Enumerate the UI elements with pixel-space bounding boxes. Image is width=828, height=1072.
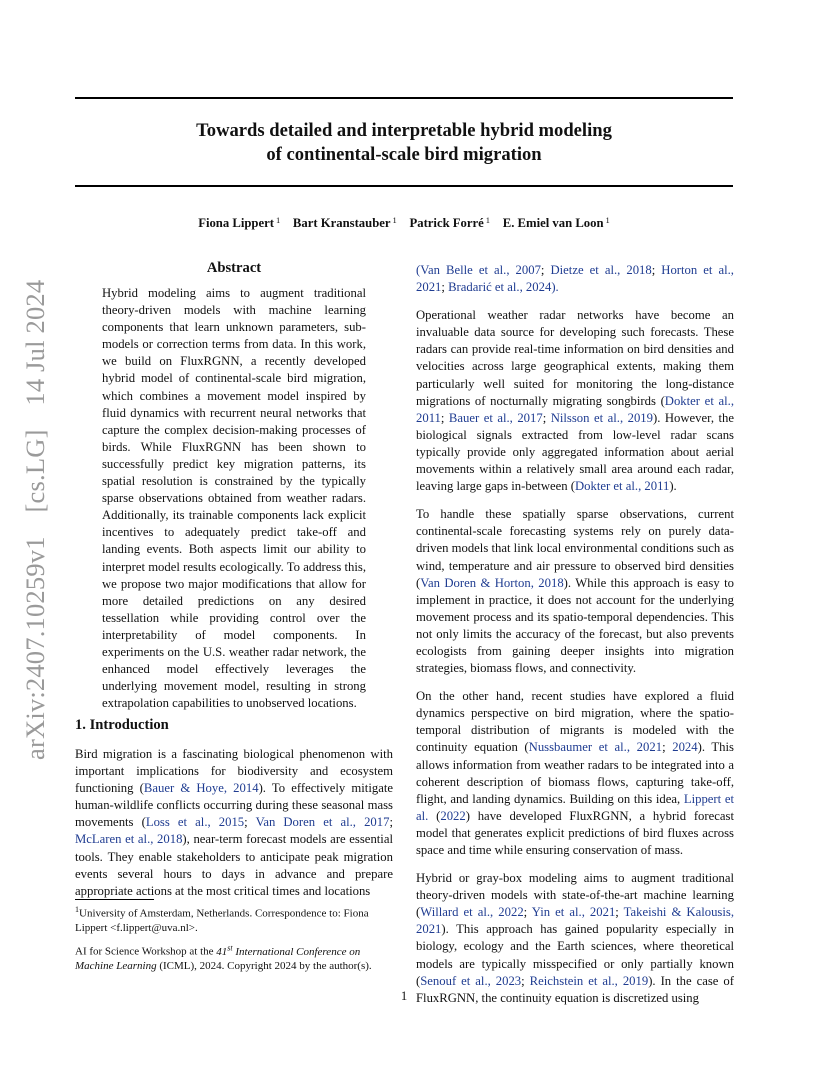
citation-link[interactable]: Reichstein et al., 2019 [529,973,649,988]
author-affiliation-mark: 1 [275,215,281,225]
sparse-observations-paragraph: To handle these spatially sparse observations, current continental-scale forecasting systems rely on purely data-driven models that link local environmental conditions such as wind, temperature and air pressure to observed bird densities (Van Doren & Horton, 2018). While this approach is easy to implement in practice, it does not account for the underlying movement process and its spatio-temporal dependencies. This not only limits the accuracy of the forecast, but also prevents ecologists from gaining deeper insights into migration strategies, biomass flows, and connectivity. [416,507,734,676]
citation-link[interactable]: Bradarić et al., 2024 [448,280,552,295]
citation-link[interactable]: Bauer et al., 2017 [448,410,543,425]
author-affiliation-mark: 1 [605,215,610,225]
workshop-notice: AI for Science Workshop at the 41st International Conference on Machine Learning (ICML), 2024. Copyright 2024 by the author(s). [75,943,372,972]
citation-link[interactable]: Nussbaumer et al., 2021 [528,740,663,755]
footnote-rule [75,899,154,900]
abstract-block [102,285,366,712]
citation-link[interactable]: Dokter et al., 2011 [575,479,670,494]
title-line-2: of continental-scale bird migration [266,144,542,165]
citation-link[interactable]: Senouf et al., 2023 [420,973,522,988]
citation-link[interactable]: Bauer & Hoye, 2014 [143,781,259,796]
citation-link[interactable]: Loss et al., 2015 [145,815,245,830]
page-number: 1 [400,989,408,1003]
citation-link[interactable]: Dietze et al., 2018 [550,263,652,277]
citation-link[interactable]: Van Doren et al., 2017 [255,815,390,830]
citation-link[interactable]: Dokter et al., 2011 [416,393,734,425]
author-name: E. Emiel van Loon [502,216,604,230]
paper-title [75,119,733,167]
introduction-heading: 1. Introduction [75,717,169,733]
abstract-text: Hybrid modeling aims to augment traditional theory-driven models with machine learning components that learn unknown parameters, sub-models or correction terms from data. In this work, we build on FluxRGNN, a recently developed hybrid model of continental-scale bird migration, which combines a movement model inspired by fluid dynamics with recurrent neural networks that capture the complex decision-making processes of birds. While FluxRGNN has been shown to successfully predict key migration patterns, its spatial resolution is constrained by the typically sparse observations obtained from weather radars. Additionally, its trainable components lack explicit incentives to adequately predict take-off and landing events. Both aspects limit our ability to interpret model results ecologically. To address this, we propose two major modifications that allow for more detailed predictions on any desired tessellation while providing control over the interpretability of model components. In experiments on the U.S. weather radar network, the enhanced model effectively leverages the underlying movement model, resulting in strong extrapolation capabilities to unobserved locations. [102,286,366,711]
fluid-dynamics-paragraph: On the other hand, recent studies have explored a fluid dynamics perspective on bird migration, where the spatio-temporal distribution of migrants is modeled with the continuity equation (Nussbaumer et al., 2021; 2024). This allows information from weather radars to be integrated into a coherent description of biomass flows, capturing take-off, flight, and landing dynamics. Building on this idea, Lippert et al. (2022) have developed FluxRGNN, a hybrid forecast model that generates explicit predictions of bird fluxes across space and time while ensuring conservation of mass. [416,689,734,857]
citation-link[interactable]: 2024 [672,740,698,755]
citation-link[interactable]: Van Doren & Horton, 2018 [420,575,564,590]
author-name: Fiona Lippert [198,216,274,230]
footnote-mark: 1 [75,905,79,914]
citation-link[interactable]: Lippert et al. [416,791,734,823]
author-name: Bart Kranstauber [292,216,391,230]
citation-link[interactable]: Willard et al., 2022 [420,905,524,920]
arxiv-date: 14 Jul 2024 [20,279,50,406]
author-name: Patrick Forré [409,216,484,230]
footnote-text: University of Amsterdam, Netherlands. Correspondence to: Fiona Lippert <f.lippert@uva.nl>. [75,907,369,934]
citation-link[interactable]: Horton et al., 2021 [416,263,734,295]
citation-link[interactable]: Takeishi & Kalousis, 2021 [416,905,735,937]
citation-link[interactable]: McLaren et al., 2018 [75,832,183,847]
radar-paragraph: Operational weather radar networks have become an invaluable data source for developing such forecasts. These radars can provide real-time information on bird densities and velocities across large geographical extents, making them particularly well suited for monitoring the long-distance migrations of nocturnally migrating songbirds (Dokter et al., 2011; Bauer et al., 2017; Nilsson et al., 2019). However, the biological signals extracted from low-level radar scans typically provide only aggregated information about aerial movements within a relatively small area around each radar, leaving large gaps in-between (Dokter et al., 2011). [416,308,735,494]
title-line-1: Towards detailed and interpretable hybrid modeling [196,120,612,141]
continued-citations: (Van Belle et al., 2007; Dietze et al., 2018; Horton et al., 2021; Bradarić et al., 2024). [416,263,734,295]
abstract-heading: Abstract [206,260,262,276]
title-top-rule [75,97,733,99]
intro-paragraph: Bird migration is a fascinating biological phenomenon with important implications for biodiversity and ecosystem functioning (Bauer & Hoye, 2014). To effectively mitigate human-wildlife conflicts occurring during these seasonal mass movements (Loss et al., 2015; Van Doren et al., 2017; McLaren et al., 2018), near-term forecast models are essential tools. They enable stakeholders to anticipate peak migration events several hours to days in advance and prepare appropriate actions at the most critical times and locations [75,747,393,898]
author-affiliation-mark: 1 [485,215,491,225]
introduction-left-column [75,746,393,900]
citation-link[interactable]: Yin et al., 2021 [531,905,616,920]
title-bottom-rule [75,185,733,187]
citation-link[interactable]: Van Belle et al., 2007 [420,263,541,277]
right-column [416,262,734,1007]
author-affiliation-mark: 1 [392,215,397,225]
citation-link[interactable]: 2022 [440,808,466,823]
arxiv-stamp [20,263,51,760]
affiliation-footnote [75,903,393,935]
arxiv-id: arXiv:2407.10259v1 [20,536,50,760]
arxiv-category: [cs.LG] [20,429,50,513]
hybrid-modeling-paragraph: Hybrid or gray-box modeling aims to augment traditional theory-driven models with state-of-the-art machine learning (Willard et al., 2022; Yin et al., 2021; Takeishi & Kalousis, 2021). This approach has gained popularity especially in biology, ecology and the Earth sciences, where theoretical models are typically misspecified or only partially known (Senouf et al., 2023; Reichstein et al., 2019). In the case of FluxRGNN, the continuity equation is discretized using [416,871,735,1005]
author-list [75,215,733,231]
citation-link[interactable]: Nilsson et al., 2019 [550,410,653,425]
